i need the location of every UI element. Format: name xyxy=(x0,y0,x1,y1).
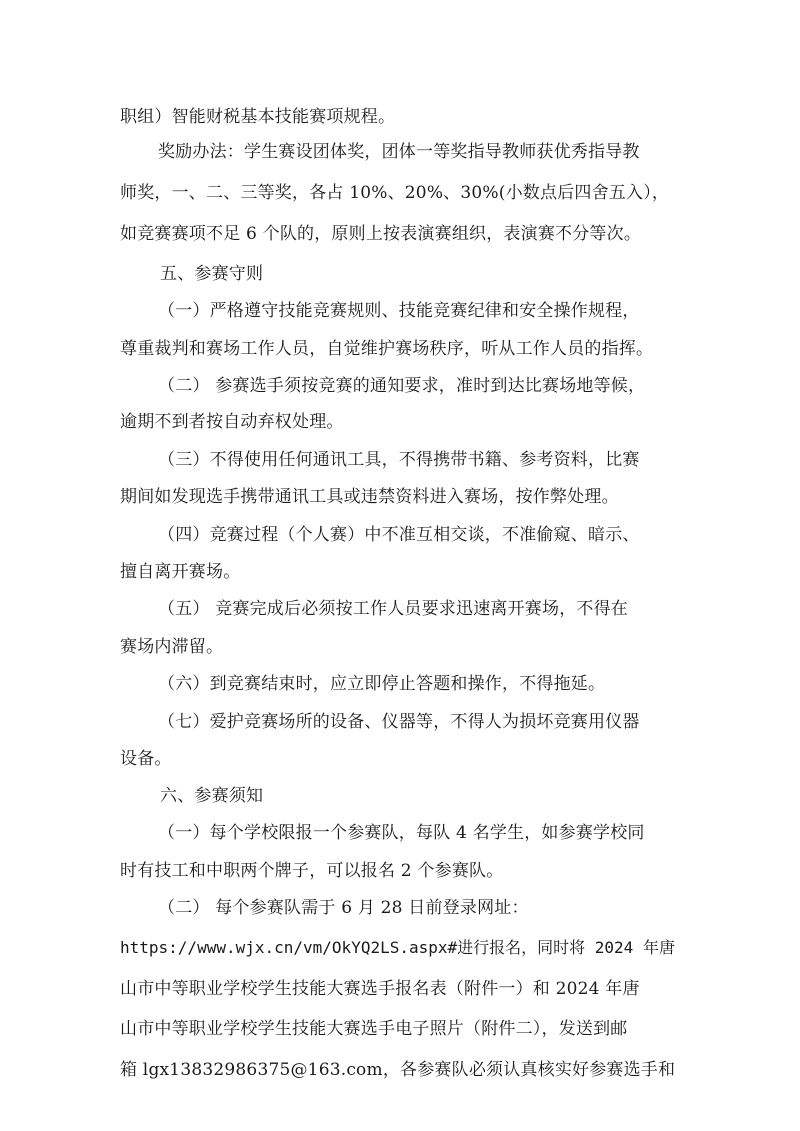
body-line: 期间如发现选手携带通讯工具或违禁资料进入赛场，按作弊处理。 xyxy=(120,487,619,507)
body-line: （二） 每个参赛队需于 6 月 28 日前登录网址： xyxy=(158,898,529,918)
registration-url-line: https://www.wjx.cn/vm/OkYQ2LS.aspx#进行报名，同时将 2024 年唐 xyxy=(120,938,675,957)
body-line: 逾期不到者按自动弃权处理。 xyxy=(120,412,344,432)
body-line: 尊重裁判和赛场工作人员，自觉维护赛场秩序，听从工作人员的指挥。 xyxy=(120,339,654,359)
body-line: （四）竞赛过程（个人赛）中不准互相交谈，不准偷窥、暗示、 xyxy=(158,525,640,545)
body-line: 如竞赛赛项不足 6 个队的，原则上按表演赛组织，表演赛不分等次。 xyxy=(120,224,642,244)
body-line: （六）到竞赛结束时，应立即停止答题和操作，不得拖延。 xyxy=(158,674,606,694)
body-line: 时有技工和中职两个牌子，可以报名 2 个参赛队。 xyxy=(120,861,504,881)
body-line: 山市中等职业学校学生技能大赛选手报名表（附件一）和 2024 年唐 xyxy=(120,979,640,999)
body-line: （七）爱护竞赛场所的设备、仪器等，不得人为损坏竞赛用仪器 xyxy=(158,712,640,732)
body-line: （一）每个学校限报一个参赛队，每队 4 名学生，如参赛学校同 xyxy=(158,823,645,843)
body-line: （五） 竞赛完成后必须按工作人员要求迅速离开赛场，不得在 xyxy=(158,599,629,619)
body-line: 山市中等职业学校学生技能大赛选手电子照片（附件二），发送到邮 xyxy=(120,1019,628,1039)
body-line: 职组）智能财税基本技能赛项规程。 xyxy=(120,107,396,127)
body-line: 奖励办法：学生赛设团体奖，团体一等奖指导教师获优秀指导教 xyxy=(158,142,640,162)
email-line: 箱 lgx13832986375@163.com，各参赛队必须认真核实好参赛选手和 xyxy=(120,1060,676,1080)
body-line: （三）不得使用任何通讯工具，不得携带书籍、参考资料，比赛 xyxy=(158,450,640,470)
section-heading: 五、参赛守则 xyxy=(160,264,264,284)
body-line: （一）严格遵守技能竞赛规则、技能竞赛纪律和安全操作规程， xyxy=(158,301,640,321)
body-line: 赛场内滞留。 xyxy=(120,637,224,657)
body-line: 擅自离开赛场。 xyxy=(120,562,241,582)
section-heading: 六、参赛须知 xyxy=(160,786,264,806)
body-line: 师奖，一、二、三等奖，各占 10%、20%、30%(小数点后四舍五入）， xyxy=(120,183,670,203)
body-line: 设备。 xyxy=(120,749,172,769)
body-line: （二） 参赛选手须按竞赛的通知要求，准时到达比赛场地等候， xyxy=(158,376,646,396)
